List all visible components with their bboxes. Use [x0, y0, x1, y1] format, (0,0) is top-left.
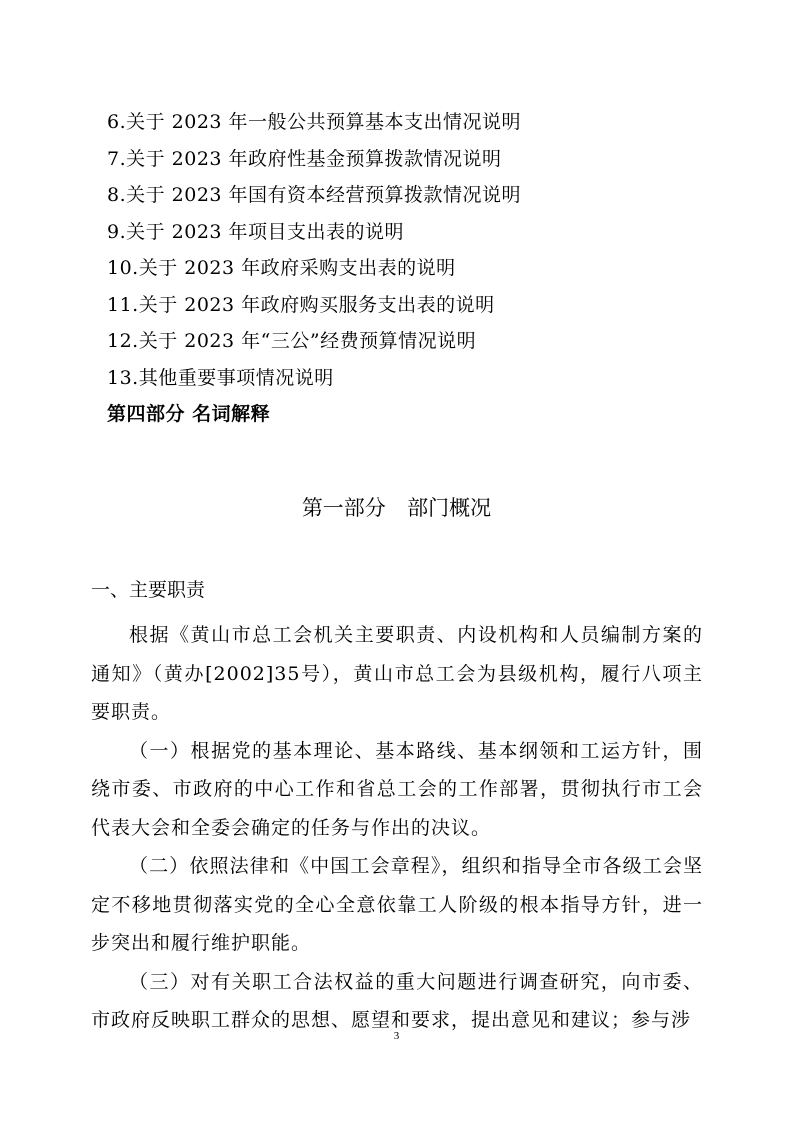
section-title: 第一部分 部门概况: [301, 496, 492, 520]
table-of-contents: [107, 104, 521, 433]
body-text: [91, 616, 703, 1040]
paragraph: （二）依照法律和《中国工会章程》，组织和指导全市各级工会坚定不移地贯彻落实党的全心全意依靠工人阶级的根本指导方针，进一步突出和履行维护职能。: [91, 855, 703, 954]
toc-item: 10.关于 2023 年政府采购支出表的说明: [107, 257, 456, 279]
paragraph: （一）根据党的基本理论、基本路线、基本纲领和工运方针，围绕市委、市政府的中心工作和省总工会的工作部署，贯彻执行市工会代表大会和全委会确定的任务与作出的决议。: [91, 739, 703, 839]
toc-item: 11.关于 2023 年政府购买服务支出表的说明: [107, 293, 495, 316]
toc-item: 8.关于 2023 年国有资本经营预算拨款情况说明: [107, 184, 522, 206]
toc-item: 7.关于 2023 年政府性基金预算拨款情况说明: [107, 147, 502, 170]
toc-item: 13.其他重要事项情况说明: [107, 366, 334, 389]
toc-item: 9.关于 2023 年项目支出表的说明: [107, 220, 405, 243]
paragraph: （三）对有关职工合法权益的重大问题进行调查研究，向市委、市政府反映职工群众的思想、愿望和要求，提出意见和建议；参与涉: [91, 970, 703, 1031]
toc-part-heading: 第四部分 名词解释: [107, 403, 271, 425]
toc-item: 6.关于 2023 年一般公共预算基本支出情况说明: [107, 111, 522, 133]
paragraph: 根据《黄山市总工会机关主要职责、内设机构和人员编制方案的通知》（黄办[2002]35号），黄山市总工会为县级机构，履行八项主要职责。: [91, 624, 703, 723]
section-subheading: 一、主要职责: [91, 579, 206, 601]
page-number: 3: [393, 1030, 400, 1042]
toc-item: 12.关于 2023 年“三公”经费预算情况说明: [107, 330, 477, 352]
